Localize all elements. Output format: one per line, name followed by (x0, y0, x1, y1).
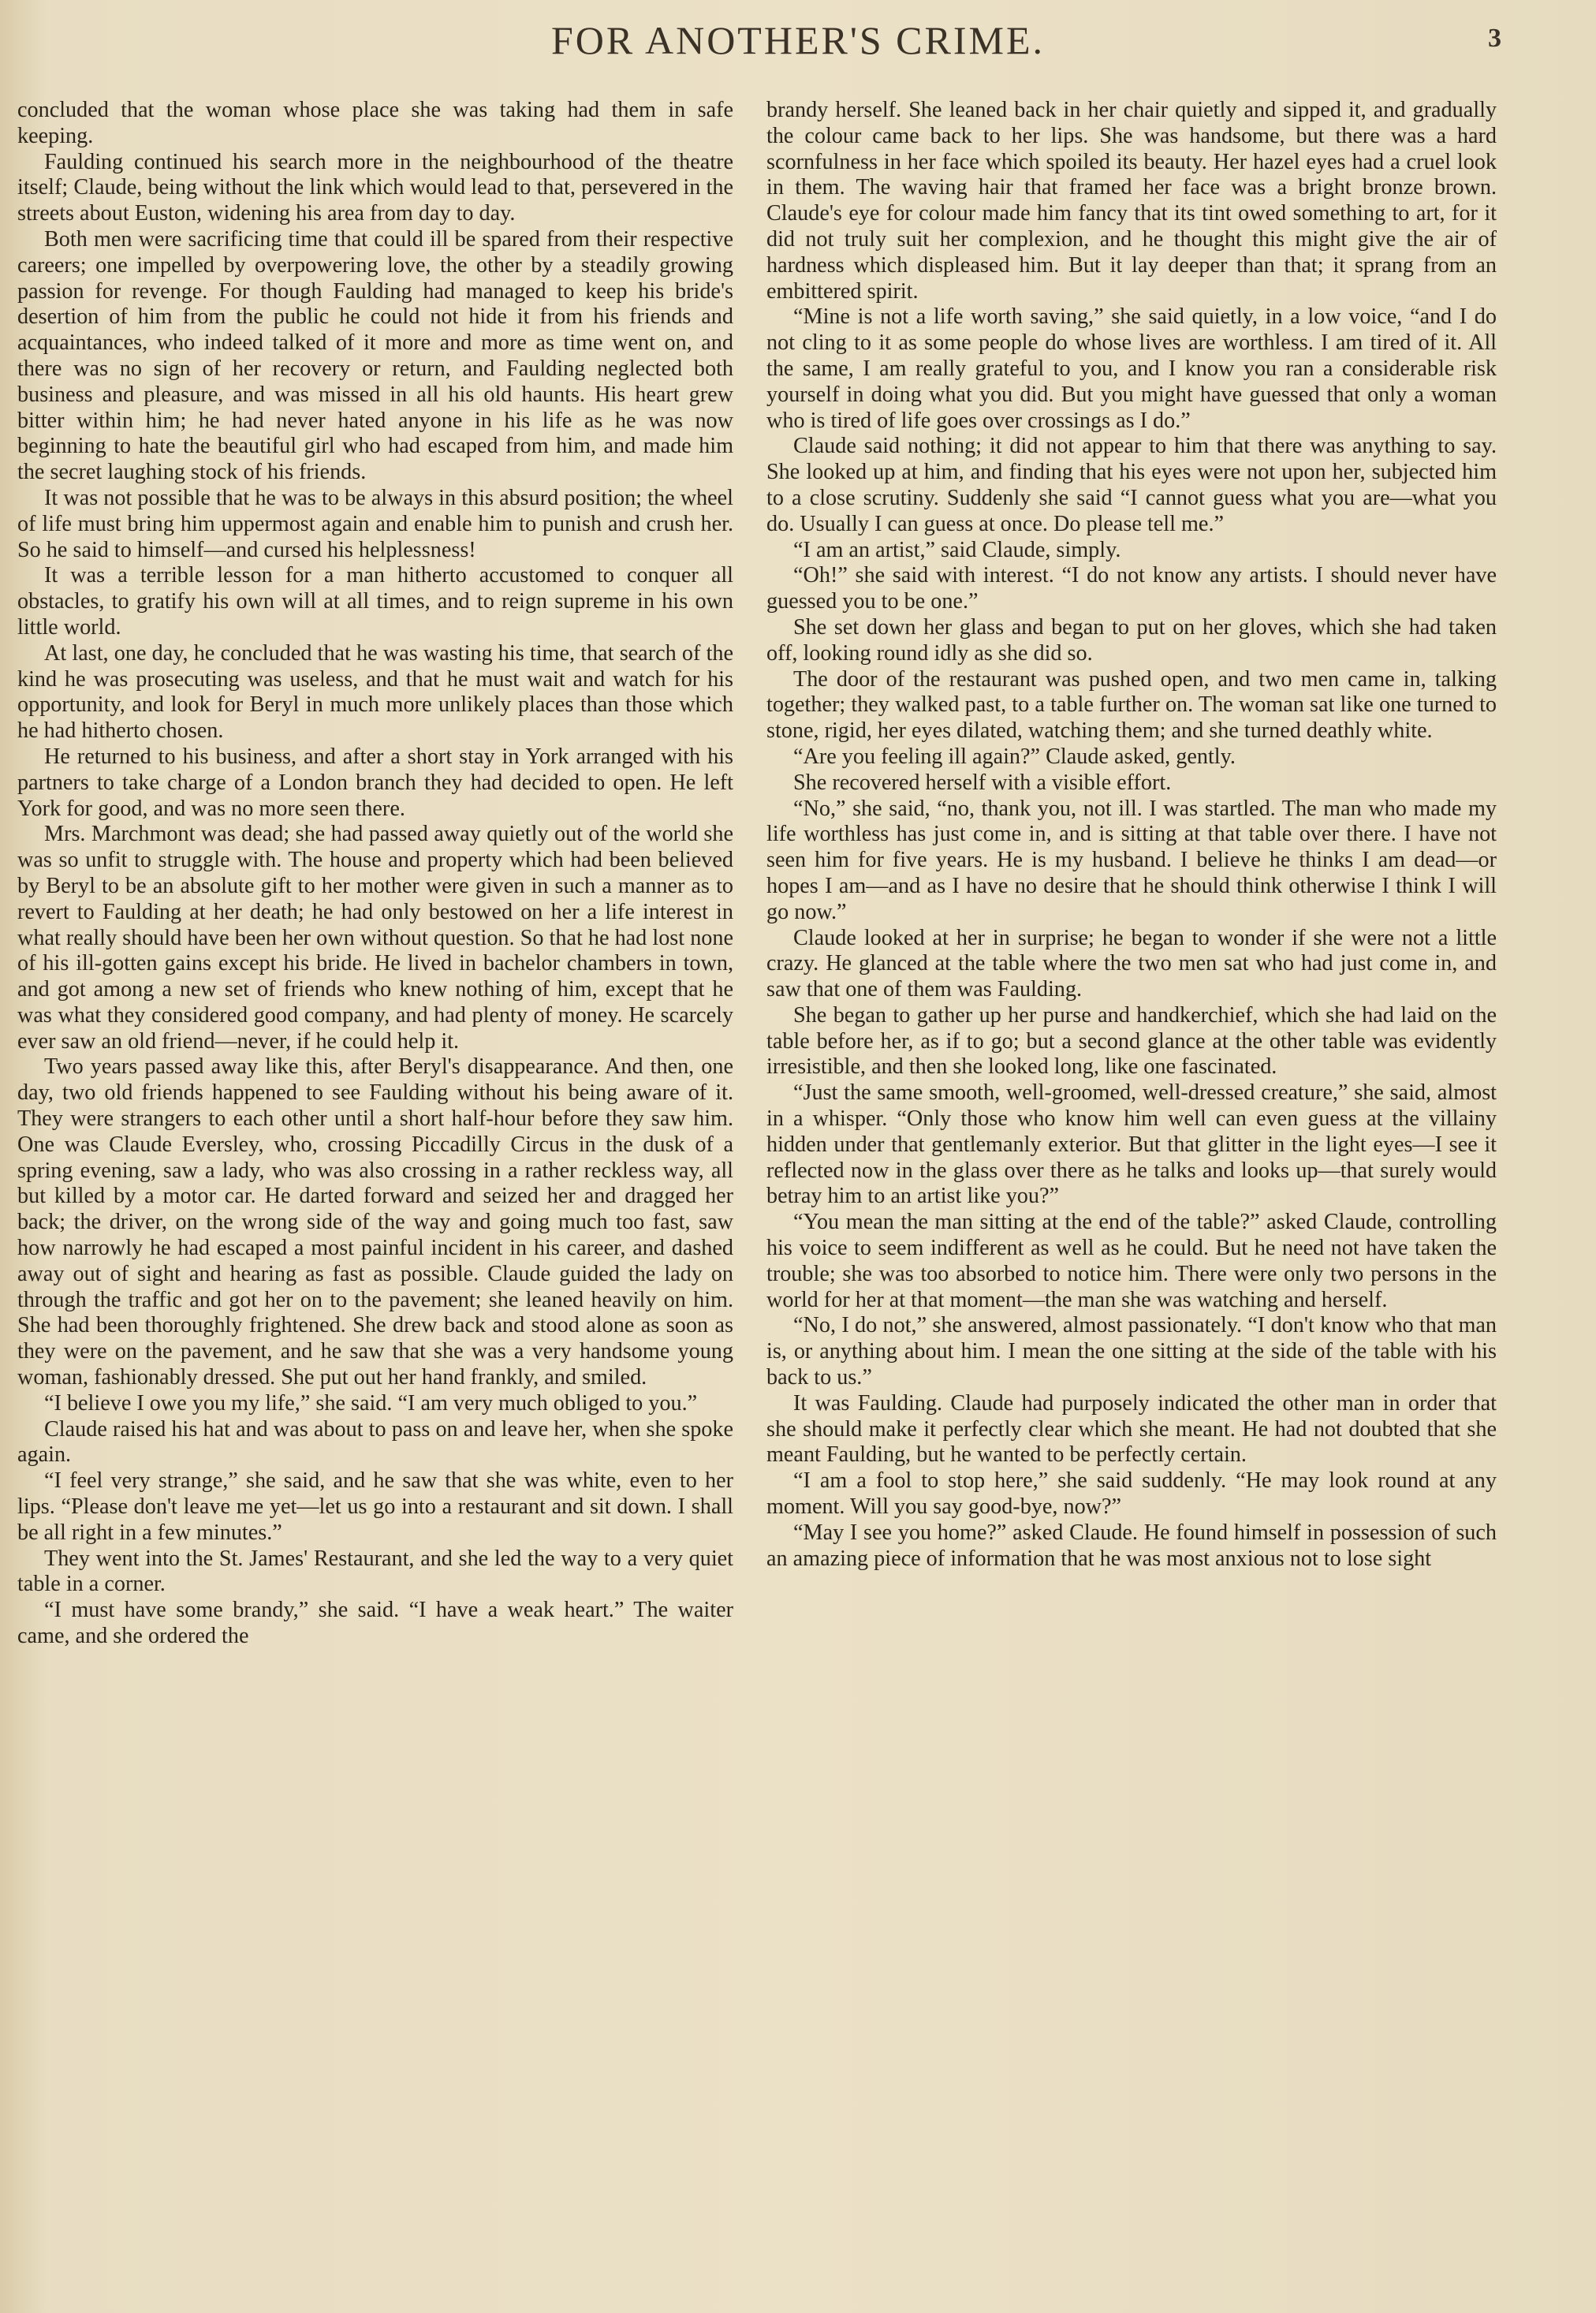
paragraph: “No,” she said, “no, thank you, not ill. I was startled. The man who made my life worthless has just come in, and is sitting at that table over there. I have not seen him for five years. He is my husband. I believe he thinks I am dead—or hopes I am—and as I have no desire that he should think otherwise I think I will go now.” (766, 796, 1497, 924)
paragraph: They went into the St. James' Restaurant, and she led the way to a very quiet table in a corner. (17, 1546, 733, 1597)
paragraph: “Mine is not a life worth saving,” she said quietly, in a low voice, “and I do not cling to it as some people do whose lives are worthless. I am tired of it. All the same, I am really grateful to you, and I know you ran a considerable risk yourself in doing what you did. But you might have guessed that only a woman who is tired of life goes over crossings as I do.” (766, 304, 1497, 433)
paragraph: “I am a fool to stop here,” she said suddenly. “He may look round at any moment. Will you say good-bye, now?” (766, 1468, 1497, 1520)
right-column (766, 98, 1497, 1572)
paragraph: At last, one day, he concluded that he was wasting his time, that search of the kind he was prosecuting was useless, and that he must wait and watch for his opportunity, and look for Beryl in much more unlikely places than those which he had hitherto chosen. (17, 640, 733, 744)
paragraph: brandy herself. She leaned back in her chair quietly and sipped it, and gradually the colour came back to her lips. She was handsome, but there was a hard scornfulness in her face which spoiled its beauty. Her hazel eyes had a cruel look in them. The waving hair that framed her face was a bright bronze brown. Claude's eye for colour made him fancy that its tint owed something to art, for it did not truly suit her complexion, and he thought this might give the air of hardness which displeased him. But it lay deeper than that; it sprang from an embittered spirit. (766, 98, 1497, 304)
paragraph: “I believe I owe you my life,” she said. “I am very much obliged to you.” (44, 1390, 698, 1416)
page-number: 3 (1488, 24, 1501, 53)
paragraph: Claude said nothing; it did not appear to him that there was anything to say. She looked up at him, and finding that his eyes were not upon her, subjected him to a close scrutiny. Suddenly she said “I cannot guess what you are—what you do. Usually I can guess at once. Do please tell me.” (766, 434, 1497, 536)
running-title: FOR ANOTHER'S CRIME. (550, 18, 1046, 62)
paragraph: It was not possible that he was to be always in this absurd position; the wheel of life must bring him uppermost again and enable him to punish and crush her. So he said to himself—and cursed his helplessness! (17, 485, 733, 562)
paragraph: “Oh!” she said with interest. “I do not know any artists. I should never have guessed you to be one.” (766, 563, 1497, 614)
paragraph: concluded that the woman whose place she was taking had them in safe keeping. (17, 98, 733, 148)
paragraph: Faulding continued his search more in the neighbourhood of the theatre itself; Claude, being without the link which would lead to that, persevered in the streets about Euston, widening his area from day to day. (17, 149, 733, 226)
paragraph: Both men were sacrificing time that could ill be spared from their respective careers; one impelled by overpowering love, the other by a steadily growing passion for revenge. For though Faulding had managed to keep his bride's desertion of him from the public he could not hide it from his friends and acquaintances, who indeed talked of it more and more as time went on, and there was no sign of her recovery or return, and Faulding neglected both business and pleasure, and was missed in all his old haunts. His heart grew bitter within him; he had never hated anyone in his life as he was now beginning to hate the beautiful girl who had escaped from him, and made him the secret laughing stock of his friends. (17, 226, 733, 485)
paragraph: Mrs. Marchmont was dead; she had passed away quietly out of the world she was so unfit to struggle with. The house and property which had been believed by Beryl to be an absolute gift to her mother were given in such a manner as to revert to Faulding at her death; he had only bestowed on her a life interest in what really should have been her own without question. So that he had lost none of his ill-gotten gains except his bride. He lived in bachelor chambers in town, and got among a new set of friends who knew nothing of him, except that he was what they considered good company, and had plenty of money. He scarcely ever saw an old friend—never, if he could help it. (17, 822, 733, 1054)
paragraph: Two years passed away like this, after Beryl's disappearance. And then, one day, two old friends happened to see Faulding without his being aware of it. They were strangers to each other until a short half-hour before they saw him. One was Claude Eversley, who, crossing Piccadilly Circus in the dusk of a spring evening, saw a lady, who was also crossing in a rather reckless way, all but killed by a motor car. He darted forward and seized her and dragged her back; the driver, on the wrong side of the way and going much too fast, saw how narrowly he had escaped a most painful incident in his career, and dashed away out of sight and hearing as fast as possible. Claude guided the lady on through the traffic and got her on to the pavement; she leaned heavily on him. She had been thoroughly frightened. She drew back and stood alone as soon as they were on the pavement, and he saw that she was a very handsome young woman, fashionably dressed. She put out her hand frankly, and smiled. (17, 1054, 733, 1390)
paragraph: “May I see you home?” asked Claude. He found himself in possession of such an amazing piece of information that he was most anxious not to lose sight (766, 1520, 1497, 1571)
page-header (0, 17, 1596, 73)
left-column (17, 98, 733, 1650)
paragraph: “I must have some brandy,” she said. “I have a weak heart.” The waiter came, and she ordered the (17, 1598, 733, 1649)
paragraph: “Are you feeling ill again?” Claude asked, gently. (793, 744, 1236, 769)
paragraph: He returned to his business, and after a short stay in York arranged with his partners to take charge of a London branch they had decided to open. He left York for good, and was no more seen there. (17, 744, 733, 821)
paragraph: She set down her glass and began to put on her gloves, which she had taken off, looking round idly as she did so. (766, 614, 1497, 666)
paragraph: “I am an artist,” said Claude, simply. (793, 537, 1121, 562)
paragraph: “You mean the man sitting at the end of the table?” asked Claude, controlling his voice to seem indifferent as well as he could. But he need not have taken the trouble; she was too absorbed to notice him. There were only two persons in the world for her at that moment—the man she was watching and herself. (766, 1210, 1497, 1312)
paragraph: The door of the restaurant was pushed open, and two men came in, talking together; they walked past, to a table further on. The woman sat like one turned to stone, rigid, her eyes dilated, watching them; and she turned deathly white. (766, 666, 1497, 744)
paragraph: “No, I do not,” she answered, almost passionately. “I don't know who that man is, or anything about him. I mean the one sitting at the side of the table with his back to us.” (766, 1313, 1497, 1390)
paragraph: Claude looked at her in surprise; he began to wonder if she were not a little crazy. He glanced at the table where the two men sat who had just come in, and saw that one of them was Faulding. (766, 925, 1497, 1002)
paragraph: “I feel very strange,” she said, and he saw that she was white, even to her lips. “Please don't leave me yet—let us go into a restaurant and sit down. I shall be all right in a few minutes.” (17, 1468, 733, 1545)
paragraph: She recovered herself with a visible effort. (793, 770, 1172, 795)
paragraph: She began to gather up her purse and handkerchief, which she had laid on the table before her, as if to go; but a second glance at the other table was evidently irresistible, and then she looked long, like one fascinated. (766, 1002, 1497, 1080)
paragraph: Claude raised his hat and was about to pass on and leave her, when she spoke again. (17, 1416, 733, 1468)
paragraph: It was a terrible lesson for a man hitherto accustomed to conquer all obstacles, to gratify his own will at all times, and to reign supreme in his own little world. (17, 563, 733, 640)
paragraph: “Just the same smooth, well-groomed, well-dressed creature,” she said, almost in a whisper. “Only those who know him well can even guess at the villainy hidden under that gentlemanly exterior. But that glitter in the light eyes—I see it reflected now in the glass over there as he talks and looks up—that surely would betray him to an artist like you?” (766, 1080, 1497, 1209)
paragraph: It was Faulding. Claude had purposely indicated the other man in order that she should make it perfectly clear which she meant. He had not doubted that she meant Faulding, but he wanted to be perfectly certain. (766, 1390, 1497, 1468)
